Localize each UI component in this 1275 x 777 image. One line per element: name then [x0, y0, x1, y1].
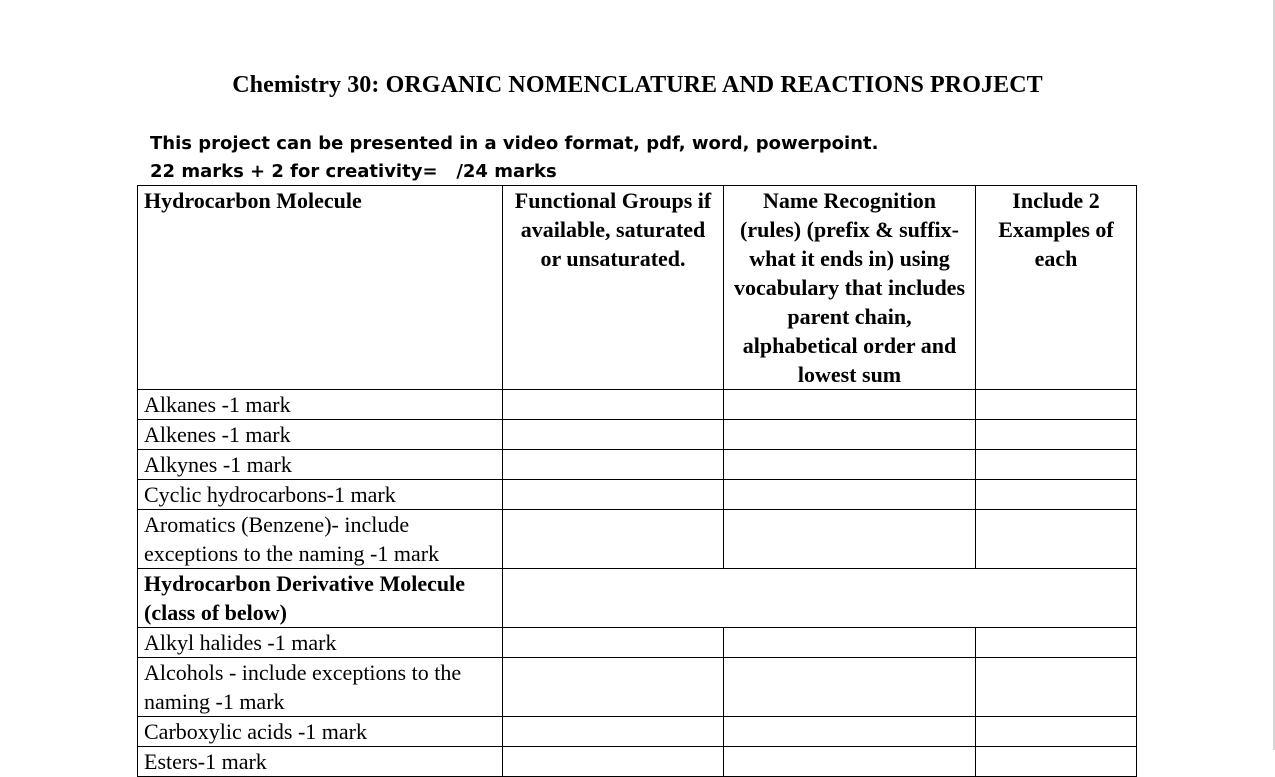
cell-name-recognition[interactable]	[724, 510, 976, 569]
cell-name-recognition[interactable]	[724, 717, 976, 747]
cell-name-recognition[interactable]	[724, 658, 976, 717]
table-row	[138, 658, 1137, 717]
cell-name-recognition[interactable]	[724, 420, 976, 450]
table-row	[138, 747, 1137, 777]
row-label-cyclic-hydrocarbons: Cyclic hydrocarbons-1 mark	[138, 480, 503, 510]
cell-functional-groups[interactable]	[503, 628, 724, 658]
table-row	[138, 510, 1137, 569]
cell-functional-groups[interactable]	[503, 510, 724, 569]
row-label-carboxylic-acids: Carboxylic acids -1 mark	[138, 717, 503, 747]
document-title: Chemistry 30: ORGANIC NOMENCLATURE AND REACTIONS PROJECT	[232, 72, 1043, 98]
table-row	[138, 717, 1137, 747]
cell-examples[interactable]	[976, 420, 1137, 450]
table-row	[138, 420, 1137, 450]
header-functional-groups: Functional Groups if available, saturated or unsaturated.	[503, 186, 724, 390]
cell-examples[interactable]	[976, 747, 1137, 777]
cell-examples[interactable]	[976, 628, 1137, 658]
table-row	[138, 450, 1137, 480]
cell-functional-groups[interactable]	[503, 747, 724, 777]
cell-name-recognition[interactable]	[724, 747, 976, 777]
cell-functional-groups[interactable]	[503, 450, 724, 480]
row-label-alcohols: Alcohols - include exceptions to the naming -1 mark	[138, 658, 503, 717]
header-hydrocarbon-molecule: Hydrocarbon Molecule	[138, 186, 503, 390]
cell-functional-groups[interactable]	[503, 390, 724, 420]
cell-name-recognition[interactable]	[724, 480, 976, 510]
cell-name-recognition[interactable]	[724, 450, 976, 480]
project-table	[137, 185, 1137, 777]
cell-examples[interactable]	[976, 390, 1137, 420]
table-row	[138, 390, 1137, 420]
cell-name-recognition[interactable]	[724, 390, 976, 420]
row-label-esters: Esters-1 mark	[138, 747, 503, 777]
cell-functional-groups[interactable]	[503, 658, 724, 717]
cell-examples[interactable]	[976, 717, 1137, 747]
cell-functional-groups[interactable]	[503, 420, 724, 450]
header-hydrocarbon-derivative: Hydrocarbon Derivative Molecule (class of below)	[138, 569, 503, 628]
cell-examples[interactable]	[976, 480, 1137, 510]
row-label-alkynes: Alkynes -1 mark	[138, 450, 503, 480]
header-name-recognition: Name Recognition (rules) (prefix & suffix- what it ends in) using vocabulary that includes parent chain, alphabetical order and lowest sum	[724, 186, 976, 390]
row-label-alkanes: Alkanes -1 mark	[138, 390, 503, 420]
intro-presentation-formats: This project can be presented in a video format, pdf, word, powerpoint.	[150, 133, 879, 154]
cell-examples[interactable]	[976, 510, 1137, 569]
table-row	[138, 480, 1137, 510]
cell-functional-groups[interactable]	[503, 717, 724, 747]
table-row	[138, 628, 1137, 658]
cell-examples[interactable]	[976, 450, 1137, 480]
row-label-alkenes: Alkenes -1 mark	[138, 420, 503, 450]
cell-functional-groups[interactable]	[503, 480, 724, 510]
cell-examples[interactable]	[976, 658, 1137, 717]
cell-name-recognition[interactable]	[724, 628, 976, 658]
row-label-alkyl-halides: Alkyl halides -1 mark	[138, 628, 503, 658]
row-label-aromatics: Aromatics (Benzene)- include exceptions to the naming -1 mark	[138, 510, 503, 569]
intro-marks: 22 marks + 2 for creativity= /24 marks	[150, 161, 557, 182]
derivative-section-blank	[503, 569, 1137, 628]
table-header-row	[138, 186, 1137, 390]
header-examples: Include 2 Examples of each	[976, 186, 1137, 390]
derivative-section-row	[138, 569, 1137, 628]
